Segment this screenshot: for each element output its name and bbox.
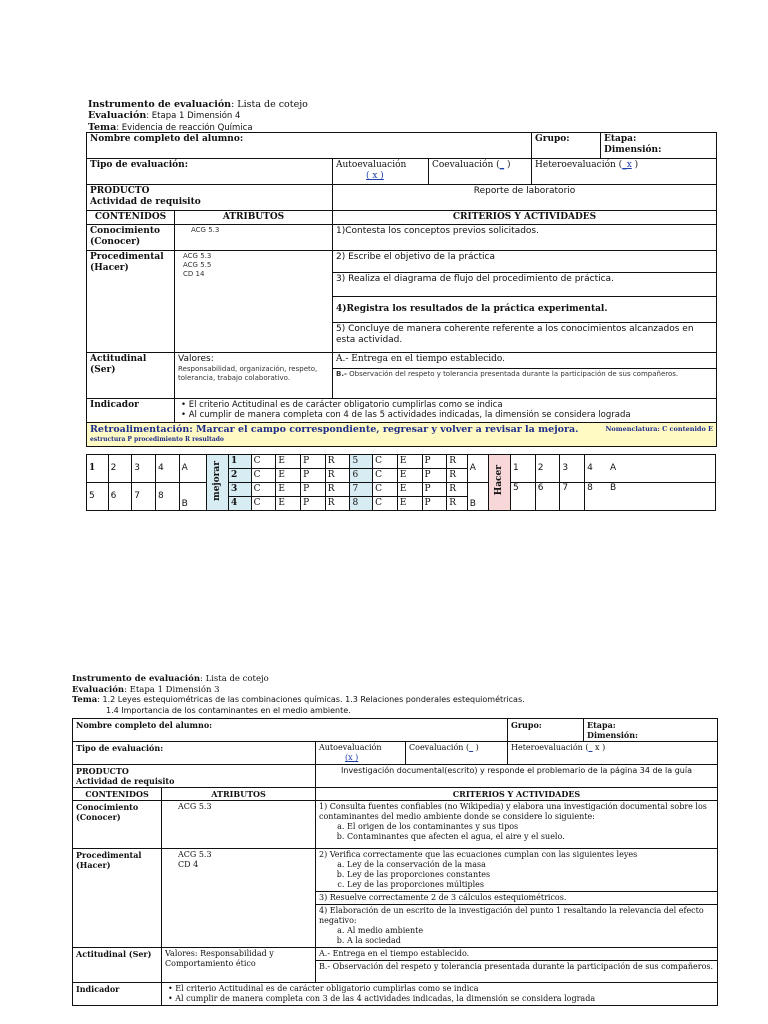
s2-evaluacion-value: : Etapa 1 Dimensión 3 (124, 684, 220, 695)
instrumento-value: : Lista de cotejo (231, 99, 308, 110)
s2-nombre-label: Nombre completo del alumno: (73, 719, 508, 742)
s2-crit2-item: c. Ley de las proporciones múltiples (347, 880, 714, 890)
critB-prefix: B.- (336, 370, 347, 378)
etapa-label: Etapa: (604, 134, 637, 144)
grid-c6[interactable]: C (373, 469, 398, 483)
s2-valores-label: Valores: (165, 949, 198, 958)
coeval-end: ) (507, 160, 511, 170)
s2-coeval-end: ) (475, 743, 479, 752)
evaluacion-label: Evaluación (88, 110, 147, 121)
s2-hetero-mark[interactable]: _ (588, 743, 593, 752)
valores-label: Valores: (178, 354, 214, 364)
retro-text: Retroalimentación: Marcar el campo correspondiente, regresar y volver a revisar la mejora. (90, 424, 579, 435)
s2-crit3: 3) Resuelve correctamente 2 de 3 cálculos estequiométricos. (316, 892, 718, 905)
s2-evaluacion-label: Evaluación (72, 684, 125, 695)
col-criterios: CRITERIOS Y ACTIVIDADES (333, 211, 717, 225)
nombre-label: Nombre completo del alumno: (87, 133, 532, 159)
critA: A.- Entrega en el tiempo establecido. (333, 353, 717, 369)
s2-procedimental-attr1: ACG 5.3 (178, 850, 212, 859)
s2-crit1-item: b. Contaminantes que afecten el agua, el aire y el suelo. (347, 832, 714, 842)
coeval-cell[interactable] (429, 159, 532, 185)
grupo-label: Grupo: (535, 134, 570, 144)
grid-B[interactable]: B (467, 483, 489, 511)
grid-r5[interactable]: R (447, 455, 468, 469)
col-contenidos: CONTENIDOS (87, 211, 175, 225)
grid-n1: 1 (229, 455, 252, 469)
s2-tema-value: : 1.2 Leyes estequiométricas de las combinaciones químicas. 1.3 Relaciones ponderales estequiométricas. (97, 695, 525, 704)
grid-e7[interactable]: E (397, 483, 422, 497)
grid-e3[interactable]: E (276, 483, 301, 497)
grid-n2: 2 (229, 469, 252, 483)
grid-A[interactable]: A (467, 455, 489, 483)
s2-tema-label: Tema (72, 695, 98, 705)
tipo-label: Tipo de evaluación: (87, 159, 333, 185)
crit4: 4)Registra los resultados de la práctica experimental. (333, 297, 717, 323)
grid-n5: 5 (350, 455, 373, 469)
s2-indicador1: El criterio Actitudinal es de carácter obligatorio cumplirlas como se indica (175, 984, 479, 993)
actividad-label: Actividad de requisito (90, 197, 201, 207)
s2-actitudinal-label: Actitudinal (Ser) (73, 948, 162, 983)
grid-c5[interactable]: C (373, 455, 398, 469)
grid-l7[interactable]: 7 (132, 483, 156, 511)
s2-col-criterios: CRITERIOS Y ACTIVIDADES (316, 788, 718, 801)
s2-procedimental-label: Procedimental (Hacer) (73, 849, 162, 948)
sheet1-header (88, 99, 728, 134)
grid-n6: 6 (350, 469, 373, 483)
grid-r2[interactable]: R (325, 469, 350, 483)
s2-crit2-item: a. Ley de la conservación de la masa (347, 860, 714, 870)
grid-lA[interactable]: A (179, 455, 207, 483)
valores-text: Responsabilidad, organización, respeto, tolerancia, trabajo colaborativo. (178, 365, 318, 382)
tema-value: : Evidencia de reacción Química (116, 123, 253, 133)
hetero-end: ) (634, 160, 639, 170)
grid-n8: 8 (350, 497, 373, 511)
coeval-mark[interactable]: _ (499, 160, 505, 170)
s2-crit1: 1) Consulta fuentes confiables (no Wikipedia) y elabora una investigación documental sobre los contaminantes del medio ambiente donde se considere lo siguiente: (319, 802, 707, 821)
grid-r8c[interactable]: 8 (587, 483, 593, 493)
s2-etapa-label: Etapa: (587, 720, 616, 730)
producto-value: Reporte de laboratorio (333, 185, 717, 211)
grid-rBc[interactable]: B (610, 483, 617, 493)
evaluacion-value: : Etapa 1 Dimensión 4 (146, 111, 241, 121)
s2-procedimental-attr2: CD 4 (178, 860, 199, 869)
s2-conocimiento-attr: ACG 5.3 (162, 801, 316, 849)
indicador-label: Indicador (87, 399, 175, 423)
s2-indicador-label: Indicador (73, 983, 162, 1006)
sheet2-table: Nombre completo del alumno: Grupo: Etapa: Dimensión: Tipo de evaluación: Autoevaluación (x ) Coevaluación (_ ) Heteroevaluación (_ x ) PRODUCTO Actividad de requisito Investigación documental(escrito) y responde el problemario de la página 34 de la guía CONTENIDOS ATRIBUTOS CRITERIOS Y ACTIVIDADES Conocimiento (Conocer) ACG 5.3 1) Consulta fuentes confiables (no Wikipedia) y elabora una investigación documental sobre los contaminantes del medio ambiente donde se considere lo siguiente: a. El origen de los contaminantes y sus tipos b. Contaminantes que afecten el agua, el aire y el suelo. Procedimental (Hacer) ACG 5.3 CD 4 2) Verifica correctamente que las ecuaciones cumplan con las siguientes leyes a. Ley de la conservación de la masa b. Ley de las proporciones constantes c. Ley de las proporciones múltiples 3) Resuelve correctamente 2 de 3 cálculos estequiométricos. 4) Elaboración de un escrito de la investigación del punto 1 resaltando la relevancia del efecto negativo: a. Al medio ambiente b. A la sociedad Actitudinal (Ser) Valores: Responsabilidad y Comportamiento ético A.- Entrega en el tiempo establecido. B.- Observación del respeto y tolerancia presentada durante la participación de sus compañeros. Indicador • El criterio Actitudinal es de carácter obligatorio cumplirlas como se indica • Al cumplir de manera completa con 3 de las 4 actividades indicadas, la dimensión se considera lograda (72, 718, 718, 1006)
mejorar-label: mejorar (212, 460, 223, 501)
grid-lB[interactable]: B (179, 483, 207, 511)
col-atributos: ATRIBUTOS (175, 211, 333, 225)
grid-p8[interactable]: P (422, 497, 447, 511)
grid-rAc[interactable]: A (610, 463, 617, 473)
grid-l6[interactable]: 6 (108, 483, 132, 511)
s2-auto-mark[interactable]: (x ) (345, 753, 359, 762)
s2-crit4-item: a. Al medio ambiente (347, 926, 714, 936)
s2-instrumento-label: Instrumento de evaluación (72, 674, 200, 684)
grid-l5[interactable]: 5 (87, 483, 109, 511)
s2-coeval-label: Coevaluación ( (409, 743, 470, 752)
conocimiento-attr: ACG 5.3 (175, 225, 333, 251)
indicador2: Al cumplir de manera completa con 4 de las 5 actividades indicadas, la dimensión se considera lograda (188, 410, 631, 420)
indicador1: El criterio Actitudinal es de carácter obligatorio cumplirlas como se indica (188, 400, 503, 410)
grid-p1[interactable]: P (301, 455, 326, 469)
s2-instrumento-value: : Lista de cotejo (200, 674, 269, 684)
grid-c4[interactable]: C (251, 497, 276, 511)
grid-r7[interactable]: R (447, 483, 468, 497)
crit5: 5) Concluye de manera coherente referente a los conocimientos alcanzados en esta actividad. (333, 323, 717, 353)
conocimiento-label: Conocimiento (Conocer) (87, 225, 175, 251)
s2-tipo-label: Tipo de evaluación: (73, 742, 316, 765)
sheet1-table: Nombre completo del alumno: Grupo: Etapa: Dimensión: Tipo de evaluación: Autoevaluación ( x ) Coevaluación (_ ) Heteroevaluación (_x ) PRODUCTO Actividad de requisito Reporte de laboratorio CONTENIDOS ATRIBUTOS CRITERIOS Y ACTIVIDADES Conocimiento (Conocer) ACG 5.3 1)Contesta los conceptos previos solicitados. Procedimental (Hacer) ACG 5.3 ACG 5.5 CD 14 2) Escribe el objetivo de la práctica 3) Realiza el diagrama de flujo del procedimiento de práctica. 4)Registra los resultados de la práctica experimental. 5) Concluye de manera coherente referente a los conocimientos alcanzados en esta actividad. Actitudinal (Ser) Valores: Responsabilidad, organización, respeto, tolerancia, trabajo colaborativo. A.- Entrega en el tiempo establecido. B.- Observación del respeto y tolerancia presentada durante la participación de sus compañeros. Indicador • El criterio Actitudinal es de carácter obligatorio cumplirlas como se indica • Al cumplir de manera completa con 4 de las 5 actividades indicadas, la dimensión se considera lograda Retroalimentación: Marcar el campo correspondiente, regresar y volver a revisar la mejora. Nomenclatura: C contenido E estructura P procedimiento R resultado (86, 132, 717, 447)
s2-crit2-item: b. Ley de las proporciones constantes (347, 870, 714, 880)
grid-e8[interactable]: E (397, 497, 422, 511)
s2-hetero-label: Heteroevaluación ( (511, 743, 589, 752)
hetero-mark[interactable]: _x (622, 160, 632, 170)
s2-hetero-cell[interactable] (508, 742, 718, 765)
auto-label: Autoevaluación (336, 160, 407, 170)
producto-label: PRODUCTO (90, 186, 150, 196)
s2-etapa-field[interactable] (584, 719, 718, 742)
s2-grupo-field[interactable] (508, 719, 584, 742)
s2-crit1-item: a. El origen de los contaminantes y sus tipos (347, 822, 714, 832)
s2-producto-value: Investigación documental(escrito) y responde el problemario de la página 34 de la guía (316, 765, 718, 788)
grid-r4[interactable]: R (325, 497, 350, 511)
grid-r6c[interactable]: 6 (535, 483, 560, 511)
s2-coeval-mark[interactable]: _ (469, 743, 474, 752)
hetero-label: Heteroevaluación ( (535, 160, 623, 170)
s2-crit4: 4) Elaboración de un escrito de la investigación del punto 1 resaltando la relevancia del efecto negativo: (319, 906, 704, 925)
grid-l1[interactable]: 1 (87, 455, 109, 483)
grid-r1c[interactable]: 1 (511, 455, 536, 483)
grid-r8[interactable]: R (447, 497, 468, 511)
grid-r2c[interactable]: 2 (535, 455, 560, 483)
coeval-label: Coevaluación ( (432, 160, 500, 170)
grid-c2[interactable]: C (251, 469, 276, 483)
grid-l8[interactable]: 8 (155, 483, 179, 511)
grid-l3[interactable]: 3 (132, 455, 156, 483)
procedimental-attr2: ACG 5.5 (183, 261, 212, 269)
s2-auto-label: Autoevaluación (319, 743, 382, 752)
grid-c7[interactable]: C (373, 483, 398, 497)
etapa-field[interactable] (601, 133, 717, 159)
s2-dimension-label: Dimensión: (587, 730, 638, 740)
grid-c1[interactable]: C (251, 455, 276, 469)
grid-p3[interactable]: P (301, 483, 326, 497)
conocimiento-crit: 1)Contesta los conceptos previos solicitados. (333, 225, 717, 251)
grid-e2[interactable]: E (276, 469, 301, 483)
nomenclatura: Nomenclatura: C contenido E (605, 425, 714, 433)
sheet2-header (72, 674, 732, 716)
grid-r5c[interactable]: 5 (511, 483, 536, 511)
grid-r7c[interactable]: 7 (560, 483, 585, 511)
procedimental-attr1: ACG 5.3 (183, 252, 212, 260)
s2-hetero-end: x ) (592, 743, 606, 752)
s2-critA: A.- Entrega en el tiempo establecido. (316, 948, 718, 961)
s2-valores-text: Responsabilidad y Comportamiento ético (165, 949, 274, 968)
actitudinal-label: Actitudinal (Ser) (87, 353, 175, 399)
grid-r3c[interactable]: 3 (560, 455, 585, 483)
grid-p2[interactable]: P (301, 469, 326, 483)
grid-e6[interactable]: E (397, 469, 422, 483)
grid-c8[interactable]: C (373, 497, 398, 511)
hetero-cell[interactable] (532, 159, 717, 185)
grid-e1[interactable]: E (276, 455, 301, 469)
grid-l4[interactable]: 4 (155, 455, 179, 483)
hacer-label: Hacer (494, 465, 505, 496)
s2-crit4-item: b. A la sociedad (347, 936, 714, 946)
grid-n7: 7 (350, 483, 373, 497)
s2-coeval-cell[interactable] (406, 742, 508, 765)
grid-p5[interactable]: P (422, 455, 447, 469)
grid-n4: 4 (229, 497, 252, 511)
auto-mark[interactable]: ( x ) (366, 171, 384, 181)
s2-col-atributos: ATRIBUTOS (162, 788, 316, 801)
grid-c3[interactable]: C (251, 483, 276, 497)
dimension-label: Dimensión: (604, 145, 662, 155)
s2-actividad-label: Actividad de requisito (76, 776, 175, 786)
auto-cell[interactable] (333, 159, 429, 185)
grid-e5[interactable]: E (397, 455, 422, 469)
crit3: 3) Realiza el diagrama de flujo del procedimiento de práctica. (333, 273, 717, 297)
s2-producto-label: PRODUCTO (76, 766, 129, 776)
s2-crit2: 2) Verifica correctamente que las ecuaciones cumplan con las siguientes leyes (319, 850, 638, 859)
grid-n3: 3 (229, 483, 252, 497)
s2-critB: B.- Observación del respeto y tolerancia presentada durante la participación de sus compañeros. (316, 961, 718, 983)
procedimental-label: Procedimental (Hacer) (87, 251, 175, 353)
procedimental-attr3: CD 14 (183, 270, 205, 278)
s2-indicador2: Al cumplir de manera completa con 3 de las 4 actividades indicadas, la dimensión se considera lograda (175, 994, 596, 1003)
retro-cell (87, 423, 717, 447)
grid-r4c[interactable]: 4 (587, 463, 593, 473)
grid-l2[interactable]: 2 (108, 455, 132, 483)
grid-p7[interactable]: P (422, 483, 447, 497)
nomenclatura2: estructura P procedimiento R resultado (90, 436, 224, 443)
grid-p6[interactable]: P (422, 469, 447, 483)
retro-grid (86, 454, 716, 511)
crit2: 2) Escribe el objetivo de la práctica (333, 251, 717, 273)
s2-conocimiento-label: Conocimiento (Conocer) (73, 801, 162, 849)
critB: Observación del respeto y tolerancia presentada durante la participación de sus compañeros. (349, 370, 679, 378)
grupo-field[interactable] (532, 133, 601, 159)
tema-label: Tema (88, 122, 117, 133)
grid-e4[interactable]: E (276, 497, 301, 511)
grid-r1[interactable]: R (325, 455, 350, 469)
grid-p4[interactable]: P (301, 497, 326, 511)
s2-auto-cell[interactable] (316, 742, 406, 765)
s2-tema-value2: 1.4 Importancia de los contaminantes en el medio ambiente. (106, 705, 351, 715)
s2-grupo-label: Grupo: (511, 720, 542, 730)
s2-col-contenidos: CONTENIDOS (73, 788, 162, 801)
grid-r3[interactable]: R (325, 483, 350, 497)
grid-r6[interactable]: R (447, 469, 468, 483)
instrumento-label: Instrumento de evaluación (88, 99, 232, 110)
